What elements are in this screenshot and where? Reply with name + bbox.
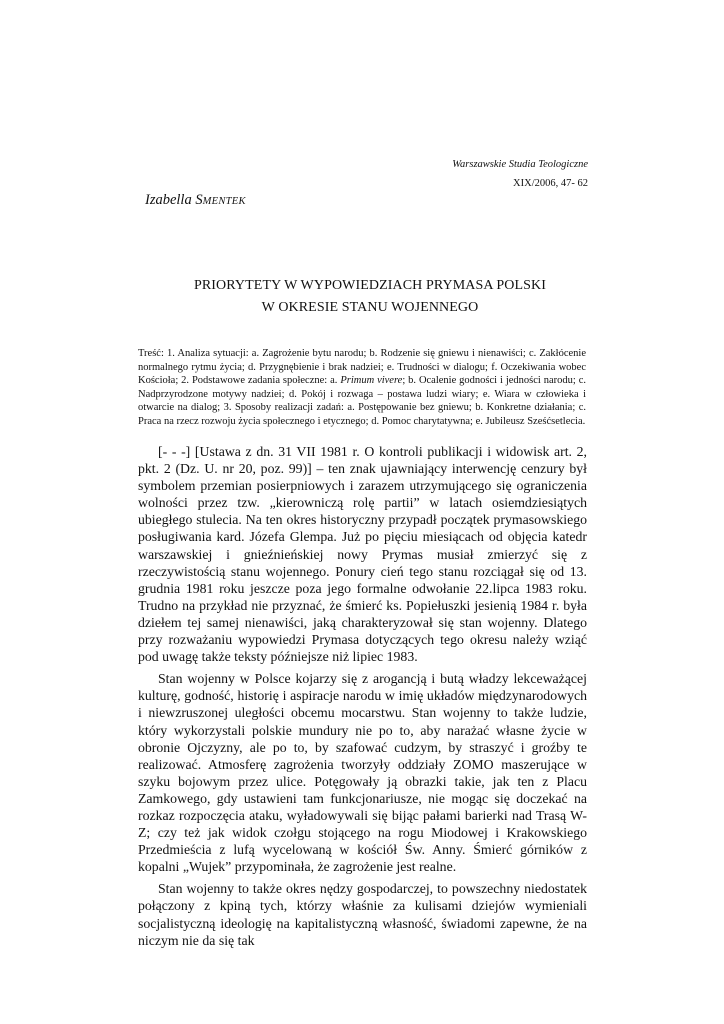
toc-italic: Primum vivere xyxy=(340,375,403,387)
table-of-contents xyxy=(138,347,586,429)
author-surname-rest: MENTEK xyxy=(202,196,246,207)
author-name xyxy=(145,192,246,209)
title-line-2: W OKRESIE STANU WOJENNEGO xyxy=(261,300,479,315)
paragraph-1: [- - -] [Ustawa z dn. 31 VII 1981 r. O kontroli publikacji i widowisk art. 2, pkt. 2 (Dz. U. nr 20, poz. 99)] – ten znak ujawniający interwencję cenzury był symbolem przemian posierpniowych i zarazem utrzymującego się ograniczenia wolności przez tzw. „kierowniczą rolę partii” w latach osiemdziesiątych ubiegłego stulecia. Na ten okres historyczny przypadł początek prymasowskiego posługiwania kard. Józefa Glempa. Już po pięciu miesiącach od objęcia katedr warszawskiej i gnieźnieńskiej nowy Prymas musiał zmierzyć się z rzeczywistością stanu wojennego. Ponury cień tego stanu rozciągał się od 13. grudnia 1981 roku jeszcze poza jego formalne odwołanie 22.lipca 1983 roku. Trudno na przykład nie przyznać, że śmierć ks. Popiełuszki jesienią 1984 r. była dziełem tej samej nienawiści, jaką charakteryzował się stan wojenny. Dlatego przy rozważaniu wypowiedzi Prymasa dotyczących tego okresu należy wziąć pod uwagę także teksty późniejsze niż lipiec 1983. xyxy=(138,444,587,665)
paragraph-3: Stan wojenny to także okres nędzy gospodarczej, to powszechny niedostatek połączony z kpiną tych, którzy właśnie za kulisami dziejów wymieniali socjalistyczną ideologię na kapitalistyczną własność, świadomi zapewne, że na niczym nie da się tak xyxy=(138,881,587,948)
paragraph-2: Stan wojenny w Polsce kojarzy się z arogancją i butą władzy lekceważącej kulturę, godność, historię i aspiracje narodu w imię układów międzynarodowych i niewzruszonej uległości obcemu mocarstwu. Stan wojenny to także ludzie, który wykorzystali polskie mundury nie po to, aby narażać własne życie w obronie Ojczyzny, ale po to, by szafować cudzym, by straszyć i groźby te realizować. Atmosferę zagrożenia tworzyły oddziały ZOMO maszerujące w szyku bojowym przez ulice. Potęgowały ją obrazki takie, jak ten z Placu Zamkowego, gdy ustawieni tam funkcjonariusze, nie mogąc się doczekać na rozkaz rozpoczęcia ataku, wyładowywali się bijąc pałami barierki nad Trasą W-Z; czy też jak widok czołgu stojącego na rogu Miodowej i Krakowskiego Przedmieścia z lufą wycelowaną w kościół Św. Anny. Śmierć górników z kopalni „Wujek” przypominała, że zagrożenie jest realne. xyxy=(138,671,587,875)
title-line-1: PRIORYTETY W WYPOWIEDZIACH PRYMASA POLSKI xyxy=(193,278,547,293)
toc-text-a: Treść: 1. Analiza sytuacji: a. Zagrożenie bytu narodu; b. Rodzenie się gniewu i nienawiści; c. Zakłócenie normalnego rytmu życia; d. Przygnębienie i brak nadziei; e. Trudności w dialogu; f. Oczekiwania wobec Kościoła; 2. Podstawowe zadania społeczne: a. xyxy=(138,348,586,387)
author-surname-initial: S xyxy=(195,192,203,208)
article-title xyxy=(110,275,630,319)
volume-pages: XIX/2006, 47- 62 xyxy=(513,178,588,189)
journal-name: Warszawskie Studia Teologiczne xyxy=(452,159,588,170)
journal-header xyxy=(452,155,588,193)
toc-text-b: ; b. Ocalenie godności i jedności narodu; c. Nadprzyrodzone motywy nadziei; d. Pokój i rozwaga – postawa ludzi wiary; e. Wiara w człowieka i otwarcie na dialog; 3. Sposoby realizacji zadań: a. Postępowanie bez gniewu; b. Konkretne działania; c. Praca na rzecz rozwoju życia społecznego i etycznego; d. Pomoc charytatywna; e. Jubileusz Sześćsetlecia. xyxy=(138,375,586,427)
body-text xyxy=(138,443,587,954)
author-first-name: Izabella xyxy=(145,192,192,208)
